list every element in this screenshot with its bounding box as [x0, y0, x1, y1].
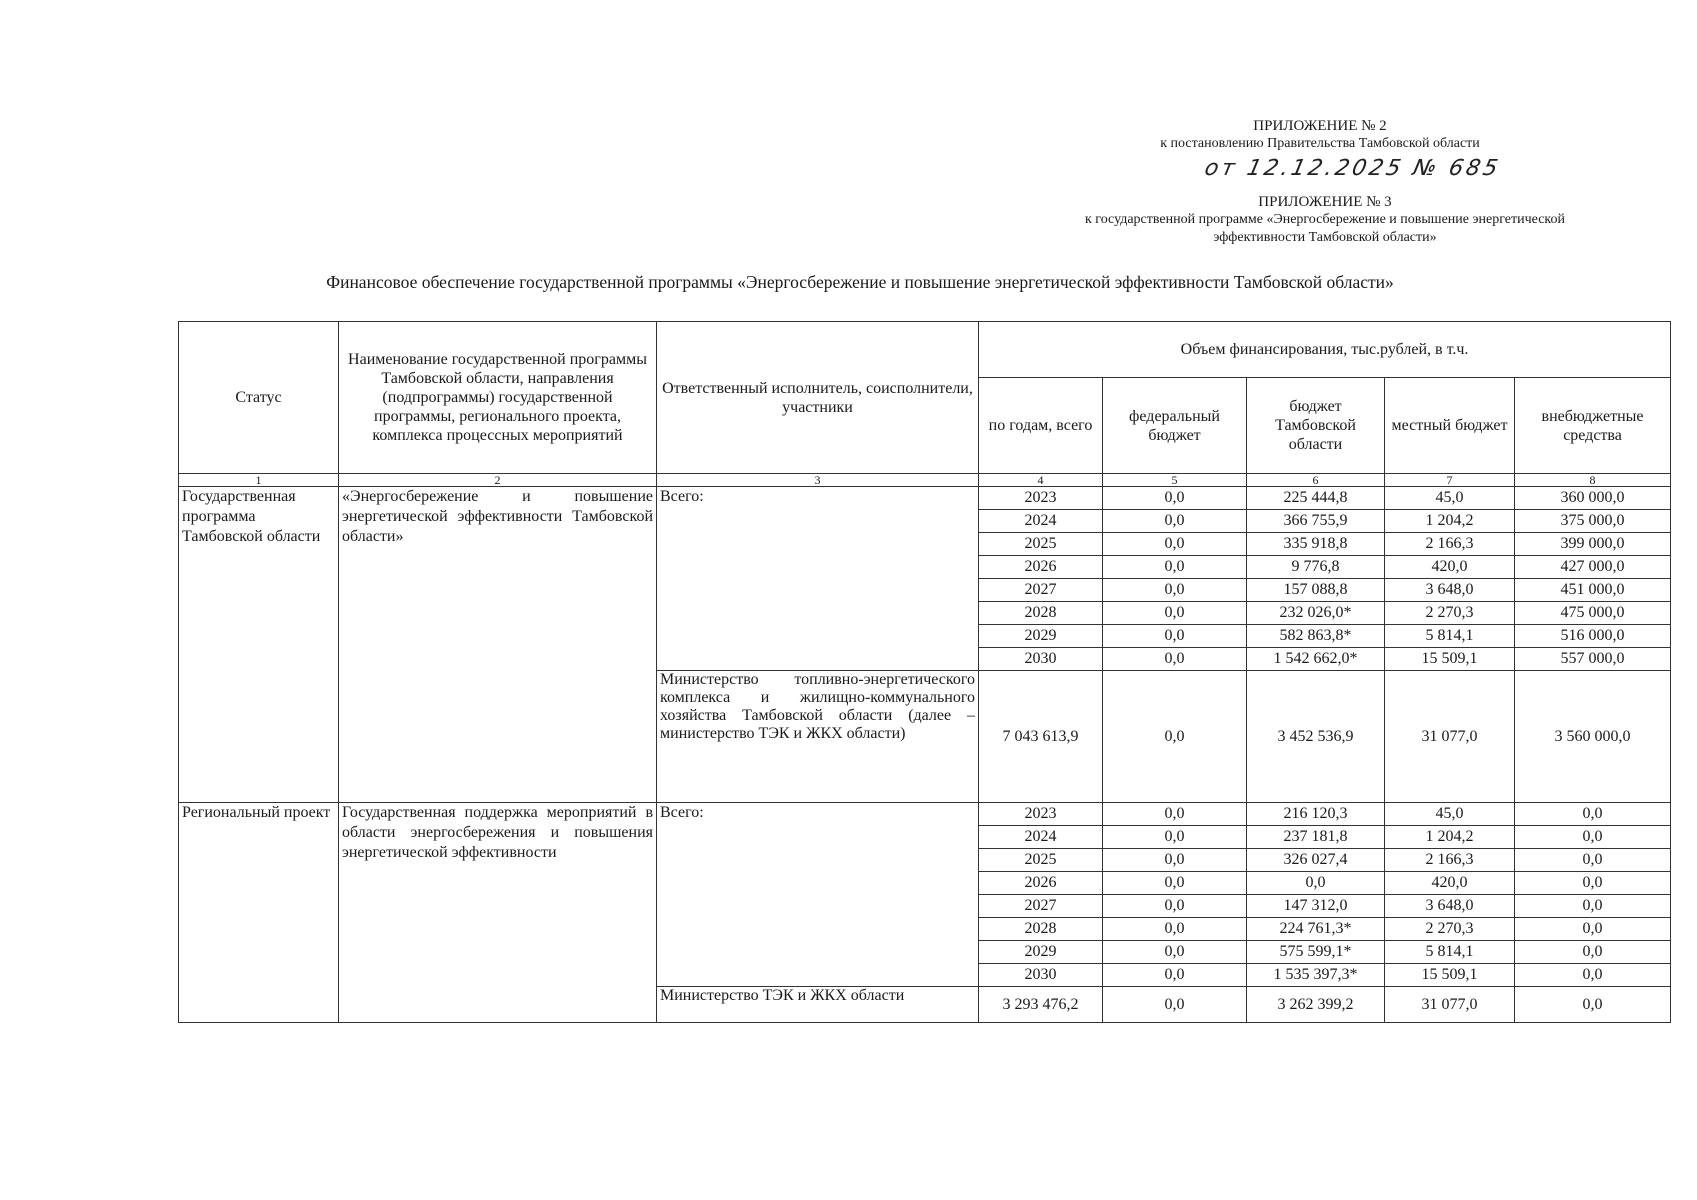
appendix-2-block [1000, 118, 1640, 152]
federal-cell: 0,0 [1103, 964, 1247, 987]
header-local: местный бюджет [1385, 378, 1515, 474]
regional-cell: 237 181,8 [1247, 826, 1385, 849]
regional-cell: 0,0 [1247, 872, 1385, 895]
year-cell: 2024 [979, 510, 1103, 533]
local-cell: 5 814,1 [1385, 941, 1515, 964]
local-cell: 2 166,3 [1385, 849, 1515, 872]
executor-total-cell: 3 293 476,2 [979, 987, 1103, 1023]
regional-cell: 224 761,3* [1247, 918, 1385, 941]
extra-cell: 399 000,0 [1515, 533, 1671, 556]
year-cell: 2024 [979, 826, 1103, 849]
executor-extra-cell: 3 560 000,0 [1515, 671, 1671, 803]
col-number: 1 [179, 474, 339, 487]
local-cell: 2 166,3 [1385, 533, 1515, 556]
appendix-3-title: ПРИЛОЖЕНИЕ № 3 [1258, 194, 1392, 210]
extra-cell: 0,0 [1515, 918, 1671, 941]
federal-cell: 0,0 [1103, 803, 1247, 826]
local-cell: 1 204,2 [1385, 826, 1515, 849]
federal-cell: 0,0 [1103, 872, 1247, 895]
header-status: Статус [179, 322, 339, 474]
year-cell: 2023 [979, 487, 1103, 510]
executor-total-cell: 7 043 613,9 [979, 671, 1103, 803]
regional-cell: 216 120,3 [1247, 803, 1385, 826]
extra-cell: 0,0 [1515, 895, 1671, 918]
local-cell: 15 509,1 [1385, 648, 1515, 671]
executor-extra-cell: 0,0 [1515, 987, 1671, 1023]
executor-cell: Министерство топливно-энергетического комплекса и жилищно-коммунального хозяйства Тамбовской области (далее – министерство ТЭК и ЖКХ области) [657, 671, 979, 803]
local-cell: 45,0 [1385, 487, 1515, 510]
extra-cell: 451 000,0 [1515, 579, 1671, 602]
executor-cell: Министерство ТЭК и ЖКХ области [657, 987, 979, 1023]
regional-cell: 157 088,8 [1247, 579, 1385, 602]
federal-cell: 0,0 [1103, 510, 1247, 533]
local-cell: 3 648,0 [1385, 579, 1515, 602]
federal-cell: 0,0 [1103, 487, 1247, 510]
name-cell: Государственная поддержка мероприятий в области энергосбережения и повышения энергетической эффективности [339, 803, 657, 1023]
col-number: 6 [1247, 474, 1385, 487]
extra-cell: 0,0 [1515, 964, 1671, 987]
header-name: Наименование государственной программы Тамбовской области, направления (подпрограммы) государственной программы, регионального проекта, комплекса процессных мероприятий [339, 322, 657, 474]
header-by-years: по годам, всего [979, 378, 1103, 474]
federal-cell: 0,0 [1103, 533, 1247, 556]
col-number: 3 [657, 474, 979, 487]
local-cell: 5 814,1 [1385, 625, 1515, 648]
appendix-3-line-1: к государственной программе «Энергосбережение и повышение энергетической [1085, 212, 1565, 227]
appendix-3-line-2: эффективности Тамбовской области» [1213, 230, 1437, 245]
regional-cell: 575 599,1* [1247, 941, 1385, 964]
appendix-2-text: к постановлению Правительства Тамбовской области [1160, 136, 1480, 151]
year-cell: 2025 [979, 533, 1103, 556]
year-cell: 2028 [979, 602, 1103, 625]
year-cell: 2026 [979, 556, 1103, 579]
extra-cell: 427 000,0 [1515, 556, 1671, 579]
regional-cell: 326 027,4 [1247, 849, 1385, 872]
regional-cell: 582 863,8* [1247, 625, 1385, 648]
federal-cell: 0,0 [1103, 579, 1247, 602]
extra-cell: 0,0 [1515, 826, 1671, 849]
local-cell: 420,0 [1385, 872, 1515, 895]
appendix-3-block [1000, 193, 1650, 247]
year-cell: 2029 [979, 941, 1103, 964]
extra-cell: 360 000,0 [1515, 487, 1671, 510]
appendix-2-title: ПРИЛОЖЕНИЕ № 2 [1253, 118, 1387, 134]
local-cell: 2 270,3 [1385, 918, 1515, 941]
col-number: 7 [1385, 474, 1515, 487]
extra-cell: 0,0 [1515, 872, 1671, 895]
handwritten-signature: от 12.12.2025 № 685 [1202, 156, 1503, 181]
executor-local-cell: 31 077,0 [1385, 987, 1515, 1023]
col-number: 8 [1515, 474, 1671, 487]
status-cell: Государственная программа Тамбовской области [179, 487, 339, 803]
document-title: Финансовое обеспечение государственной программы «Энергосбережение и повышение энергетической эффективности Тамбовской области» [326, 272, 1394, 292]
year-cell: 2023 [979, 803, 1103, 826]
status-cell: Региональный проект [179, 803, 339, 1023]
year-cell: 2027 [979, 895, 1103, 918]
regional-cell: 225 444,8 [1247, 487, 1385, 510]
local-cell: 15 509,1 [1385, 964, 1515, 987]
local-cell: 2 270,3 [1385, 602, 1515, 625]
year-cell: 2030 [979, 648, 1103, 671]
local-cell: 45,0 [1385, 803, 1515, 826]
col-number: 4 [979, 474, 1103, 487]
local-cell: 1 204,2 [1385, 510, 1515, 533]
regional-cell: 232 026,0* [1247, 602, 1385, 625]
federal-cell: 0,0 [1103, 918, 1247, 941]
year-row [179, 487, 1671, 510]
regional-cell: 9 776,8 [1247, 556, 1385, 579]
executor-federal-cell: 0,0 [1103, 671, 1247, 803]
header-extra: внебюджетные средства [1515, 378, 1671, 474]
extra-cell: 0,0 [1515, 941, 1671, 964]
extra-cell: 475 000,0 [1515, 602, 1671, 625]
total-label-cell: Всего: [657, 803, 979, 987]
year-cell: 2027 [979, 579, 1103, 602]
year-cell: 2030 [979, 964, 1103, 987]
year-cell: 2026 [979, 872, 1103, 895]
extra-cell: 0,0 [1515, 849, 1671, 872]
extra-cell: 557 000,0 [1515, 648, 1671, 671]
federal-cell: 0,0 [1103, 556, 1247, 579]
extra-cell: 516 000,0 [1515, 625, 1671, 648]
federal-cell: 0,0 [1103, 648, 1247, 671]
year-cell: 2029 [979, 625, 1103, 648]
year-cell: 2025 [979, 849, 1103, 872]
year-row [179, 803, 1671, 826]
local-cell: 3 648,0 [1385, 895, 1515, 918]
header-regional: бюджет Тамбовской области [1247, 378, 1385, 474]
header-volume: Объем финансирования, тыс.рублей, в т.ч. [979, 322, 1671, 378]
header-executor: Ответственный исполнитель, соисполнители, участники [657, 322, 979, 474]
regional-cell: 1 535 397,3* [1247, 964, 1385, 987]
federal-cell: 0,0 [1103, 895, 1247, 918]
regional-cell: 147 312,0 [1247, 895, 1385, 918]
federal-cell: 0,0 [1103, 826, 1247, 849]
header-federal: федеральный бюджет [1103, 378, 1247, 474]
extra-cell: 375 000,0 [1515, 510, 1671, 533]
column-numbers-row [179, 474, 1671, 487]
federal-cell: 0,0 [1103, 941, 1247, 964]
col-number: 5 [1103, 474, 1247, 487]
federal-cell: 0,0 [1103, 625, 1247, 648]
local-cell: 420,0 [1385, 556, 1515, 579]
col-number: 2 [339, 474, 657, 487]
executor-regional-cell: 3 452 536,9 [1247, 671, 1385, 803]
financing-table [178, 321, 1671, 1023]
extra-cell: 0,0 [1515, 803, 1671, 826]
regional-cell: 335 918,8 [1247, 533, 1385, 556]
federal-cell: 0,0 [1103, 849, 1247, 872]
regional-cell: 366 755,9 [1247, 510, 1385, 533]
executor-regional-cell: 3 262 399,2 [1247, 987, 1385, 1023]
regional-cell: 1 542 662,0* [1247, 648, 1385, 671]
executor-federal-cell: 0,0 [1103, 987, 1247, 1023]
name-cell: «Энергосбережение и повышение энергетической эффективности Тамбовской области» [339, 487, 657, 803]
federal-cell: 0,0 [1103, 602, 1247, 625]
total-label-cell: Всего: [657, 487, 979, 671]
executor-local-cell: 31 077,0 [1385, 671, 1515, 803]
year-cell: 2028 [979, 918, 1103, 941]
